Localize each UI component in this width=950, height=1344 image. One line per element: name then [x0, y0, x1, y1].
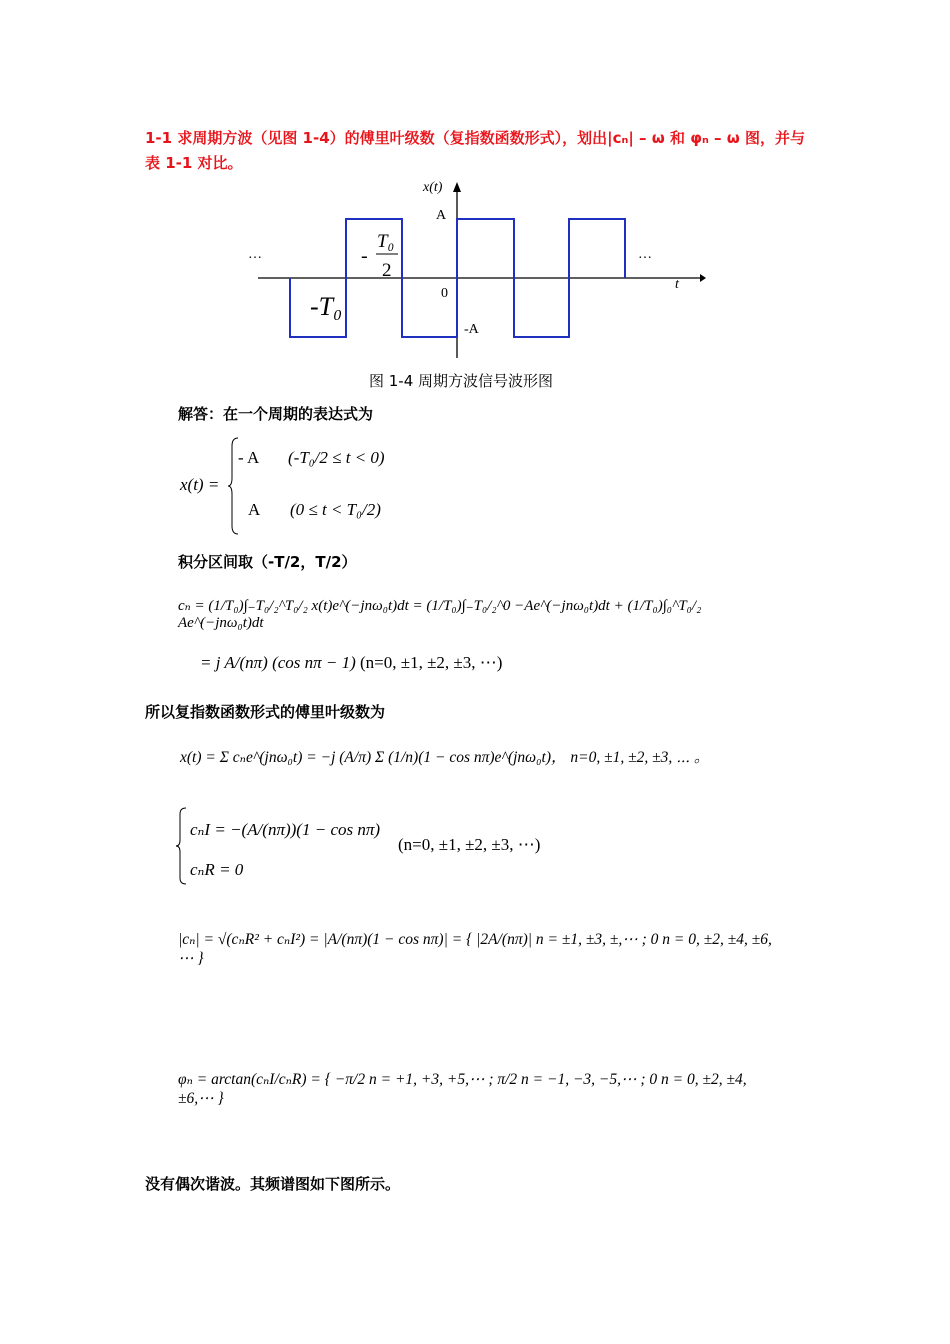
- figure-caption: 图 1-4 周期方波信号波形图: [369, 372, 554, 390]
- level-high-label: A: [436, 208, 447, 223]
- series-formula: x(t) = Σ cₙe^(jnω₀t) = −j (A/π) Σ (1/n)(1 − cos nπ)e^(jnω₀t)， n=0, ±1, ±2, ±3, ⋯ 。: [180, 749, 710, 766]
- half-T0-den: 2: [382, 260, 392, 281]
- phase-formula: φₙ = arctan(cₙI/cₙR) = { −π/2 n = +1, +3, +5,⋯ ; π/2 n = −1, −3, −5,⋯ ; 0 n = 0, ±2, ±4, ±6,⋯ }: [178, 1071, 747, 1107]
- origin-label: 0: [441, 286, 448, 301]
- half-T0-num: T₀: [377, 231, 395, 252]
- series-intro: 所以复指数函数形式的傅里叶级数为: [145, 703, 386, 721]
- cn-brace-icon: [176, 806, 188, 886]
- cn-n-range: (n=0, ±1, ±2, ±3, ⋯): [360, 653, 503, 672]
- cn-definition: cₙ = (1/T₀)∫₋T₀/₂^T₀/₂ x(t)e^(−jnω₀t)dt = (1/T₀)∫₋T₀/₂^0 −Ae^(−jnω₀t)dt + (1/T₀)∫₀^T₀/₂ Ae^(−jnω₀t)dt: [178, 598, 702, 631]
- neg-half-sign: -: [361, 245, 368, 267]
- piece-1-value: - A: [238, 448, 260, 467]
- xt-lhs: x(t) =: [180, 475, 220, 494]
- x-axis-arrow-icon: [453, 182, 461, 192]
- interval-text: 积分区间取（-T/2，T/2）: [178, 553, 357, 571]
- y-axis-label: x(t): [423, 180, 443, 195]
- neg-T0-label: -T₀: [310, 292, 343, 321]
- piece-2-value: A: [248, 500, 261, 519]
- piece-1-cond: (-T₀/2 ≤ t < 0): [288, 448, 385, 467]
- cnI-formula: cₙI = −(A/(nπ))(1 − cos nπ): [190, 820, 381, 839]
- right-ellipsis: …: [638, 247, 652, 262]
- solution-intro: 解答：在一个周期的表达式为: [178, 405, 374, 423]
- t-axis-arrow-icon: [700, 274, 706, 282]
- square-wave-figure: [240, 170, 720, 370]
- x-axis-label: t: [675, 277, 679, 292]
- problem-line-2: 表 1-1 对比。: [145, 154, 243, 172]
- problem-line-1: 1-1 求周期方波（见图 1-4）的傅里叶级数（复指数函数形式），划出|cₙ| – ω 和 φₙ – ω 图，并与: [145, 129, 806, 147]
- cn-pair-n-range: (n=0, ±1, ±2, ±3, ⋯): [398, 835, 541, 854]
- magnitude-formula: |cₙ| = √(cₙR² + cₙI²) = |A/(nπ)(1 − cos nπ)| = { |2A/(nπ)| n = ±1, ±3, ±,⋯ ; 0 n = 0, ±2, ±4, ±6, ⋯ }: [178, 931, 772, 967]
- level-low-label: -A: [464, 322, 479, 337]
- conclusion: 没有偶次谐波。其频谱图如下图所示。: [145, 1175, 401, 1193]
- cn-result: = j A/(nπ) (cos nπ − 1): [200, 653, 356, 672]
- left-ellipsis: …: [248, 247, 262, 262]
- cnR-formula: cₙR = 0: [190, 860, 244, 879]
- piece-2-cond: (0 ≤ t < T₀/2): [290, 500, 381, 519]
